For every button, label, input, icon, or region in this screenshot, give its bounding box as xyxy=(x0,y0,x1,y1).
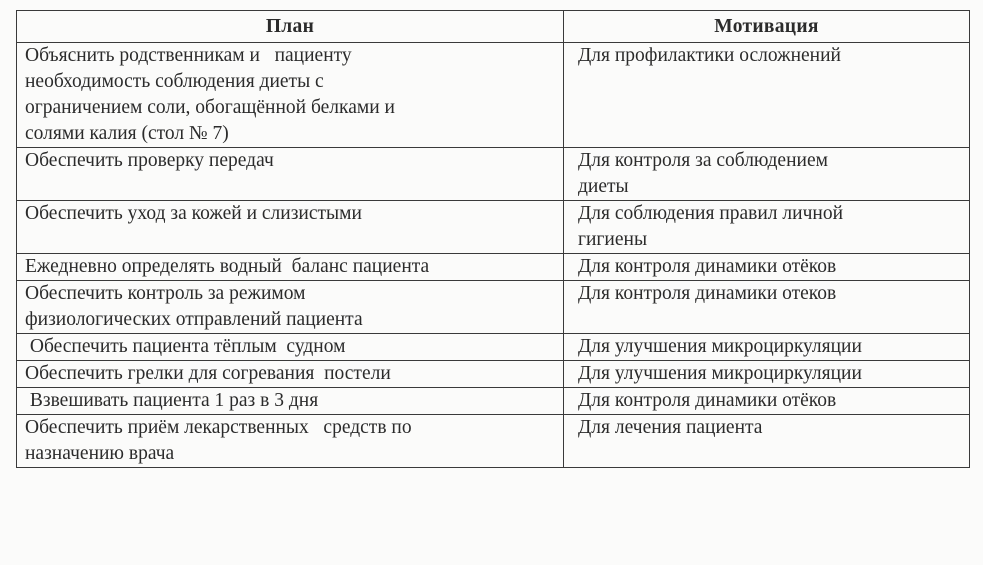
plan-cell: Обеспечить грелки для согревания постели xyxy=(17,361,564,388)
motivation-cell: Для улучшения микроциркуляции xyxy=(564,361,970,388)
care-plan-table xyxy=(16,10,970,468)
plan-cell: Обеспечить уход за кожей и слизистыми xyxy=(17,201,564,254)
table-row xyxy=(17,415,970,468)
motivation-cell: Для контроля за соблюдением диеты xyxy=(564,148,970,201)
table-row xyxy=(17,334,970,361)
table-row xyxy=(17,254,970,281)
motivation-cell: Для профилактики осложнений xyxy=(564,43,970,148)
table-row xyxy=(17,43,970,148)
header-plan: План xyxy=(17,11,564,43)
table-header-row xyxy=(17,11,970,43)
plan-cell: Ежедневно определять водный баланс пациента xyxy=(17,254,564,281)
motivation-cell: Для соблюдения правил личной гигиены xyxy=(564,201,970,254)
table-row xyxy=(17,361,970,388)
plan-cell: Объяснить родственникам и пациенту необходимость соблюдения диеты с ограничением соли, обогащённой белками и солями калия (стол № 7) xyxy=(17,43,564,148)
table-row xyxy=(17,201,970,254)
table-row xyxy=(17,281,970,334)
motivation-cell: Для контроля динамики отеков xyxy=(564,281,970,334)
plan-cell: Взвешивать пациента 1 раз в 3 дня xyxy=(17,388,564,415)
header-motivation: Мотивация xyxy=(564,11,970,43)
motivation-cell: Для контроля динамики отёков xyxy=(564,254,970,281)
plan-cell: Обеспечить приём лекарственных средств по назначению врача xyxy=(17,415,564,468)
plan-cell: Обеспечить контроль за режимом физиологических отправлений пациента xyxy=(17,281,564,334)
plan-cell: Обеспечить пациента тёплым судном xyxy=(17,334,564,361)
motivation-cell: Для контроля динамики отёков xyxy=(564,388,970,415)
table-row xyxy=(17,388,970,415)
motivation-cell: Для лечения пациента xyxy=(564,415,970,468)
motivation-cell: Для улучшения микроциркуляции xyxy=(564,334,970,361)
table-row xyxy=(17,148,970,201)
plan-cell: Обеспечить проверку передач xyxy=(17,148,564,201)
